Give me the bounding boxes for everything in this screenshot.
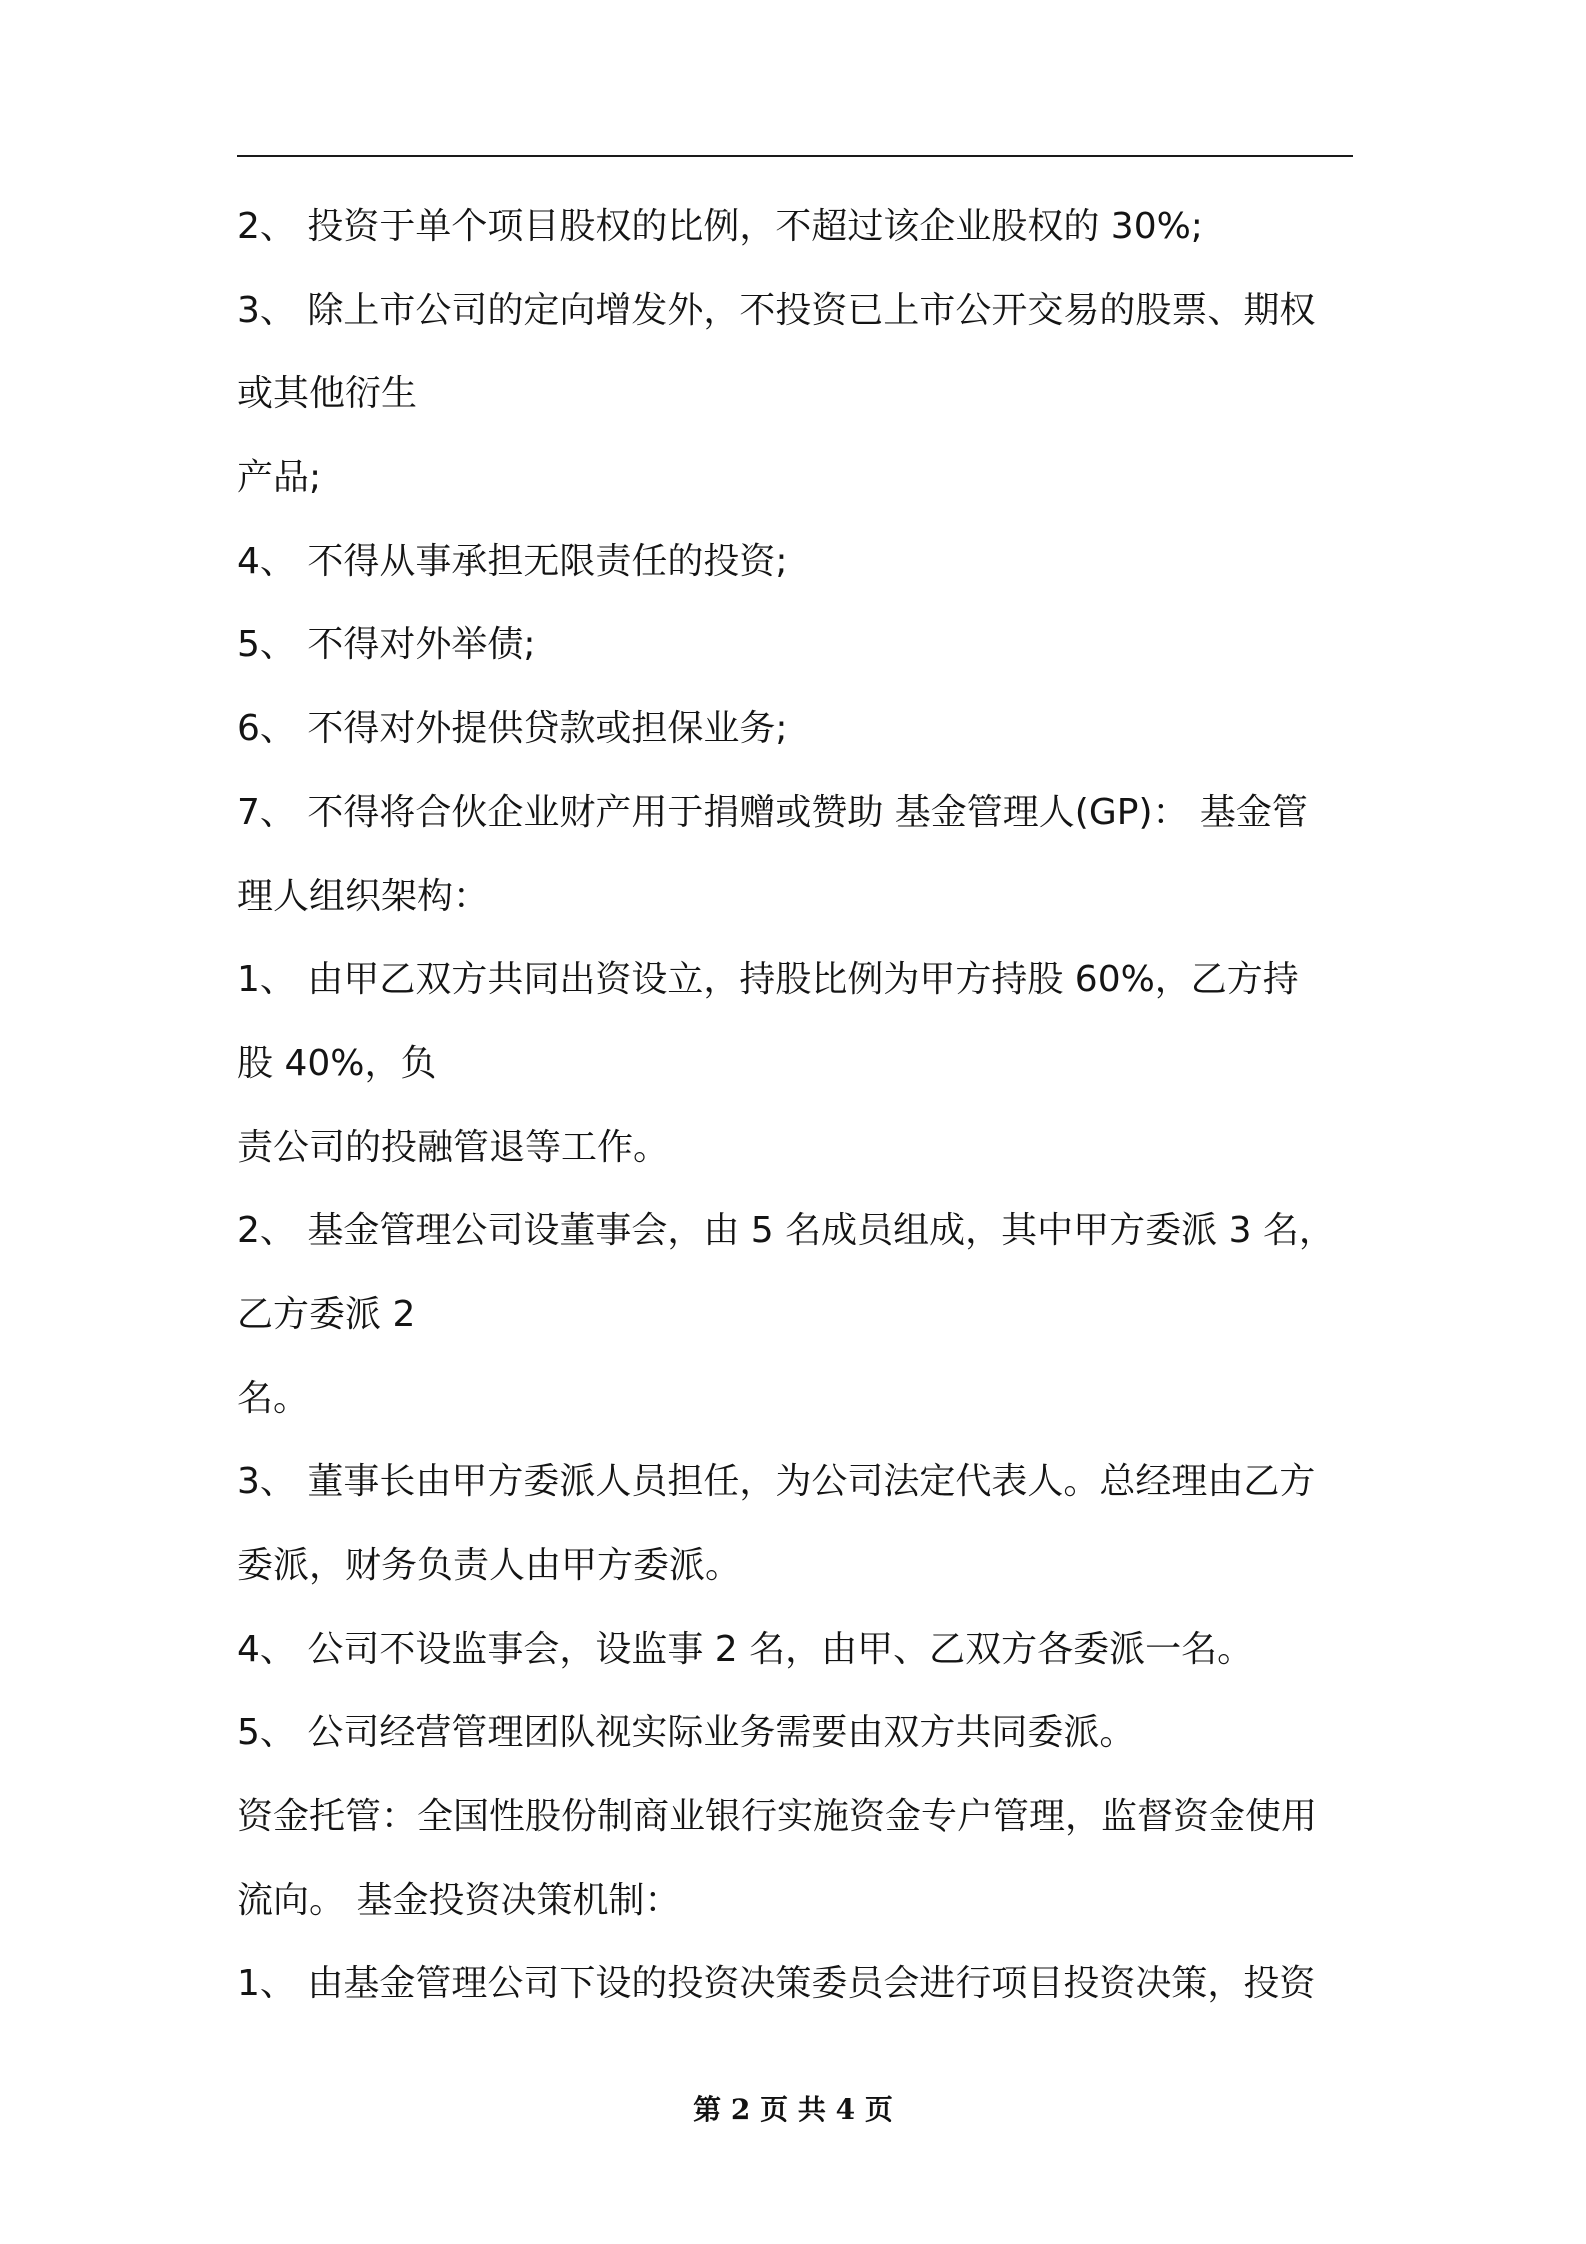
page-number-footer: 第 2 页 共 4 页	[693, 2093, 893, 2126]
body-line: 委派，财务负责人由甲方委派。	[237, 1545, 742, 1586]
body-line: 2、 投资于单个项目股权的比例，不超过该企业股权的 30%;	[237, 206, 1203, 247]
body-line: 1、 由甲乙双方共同出资设立，持股比例为甲方持股 60%，乙方持	[237, 959, 1299, 1001]
header-rule	[237, 155, 1353, 157]
body-text	[237, 185, 1437, 2026]
body-line: 3、 董事长由甲方委派人员担任，为公司法定代表人。总经理由乙方	[237, 1461, 1316, 1503]
body-line: 6、 不得对外提供贷款或担保业务;	[237, 708, 788, 750]
body-line: 4、 公司不设监事会，设监事 2 名，由甲、乙双方各委派一名。	[237, 1628, 1254, 1670]
body-line: 5、 不得对外举债;	[237, 624, 536, 666]
body-line: 责公司的投融管退等工作。	[237, 1126, 670, 1168]
body-line: 名。	[237, 1377, 310, 1419]
body-line: 1、 由基金管理公司下设的投资决策委员会进行项目投资决策，投资	[237, 1963, 1316, 2005]
body-line: 2、 基金管理公司设董事会，由 5 名成员组成，其中甲方委派 3 名，	[237, 1210, 1335, 1252]
body-line: 产品;	[237, 457, 322, 499]
body-line: 7、 不得将合伙企业财产用于捐赠或赞助 基金管理人(GP)： 基金管	[237, 791, 1308, 833]
body-line: 流向。 基金投资决策机制：	[237, 1879, 681, 1921]
body-line: 5、 公司经营管理团队视实际业务需要由双方共同委派。	[237, 1712, 1136, 1754]
body-line: 理人组织架构：	[237, 875, 490, 917]
body-line: 乙方委派 2	[237, 1293, 416, 1335]
body-line: 3、 除上市公司的定向增发外，不投资已上市公开交易的股票、期权	[237, 289, 1316, 331]
body-line: 股 40%，负	[237, 1042, 437, 1084]
body-line: 或其他衍生	[237, 373, 418, 415]
body-line: 资金托管：全国性股份制商业银行实施资金专户管理，监督资金使用	[237, 1796, 1318, 1838]
body-line: 4、 不得从事承担无限责任的投资;	[237, 540, 788, 582]
